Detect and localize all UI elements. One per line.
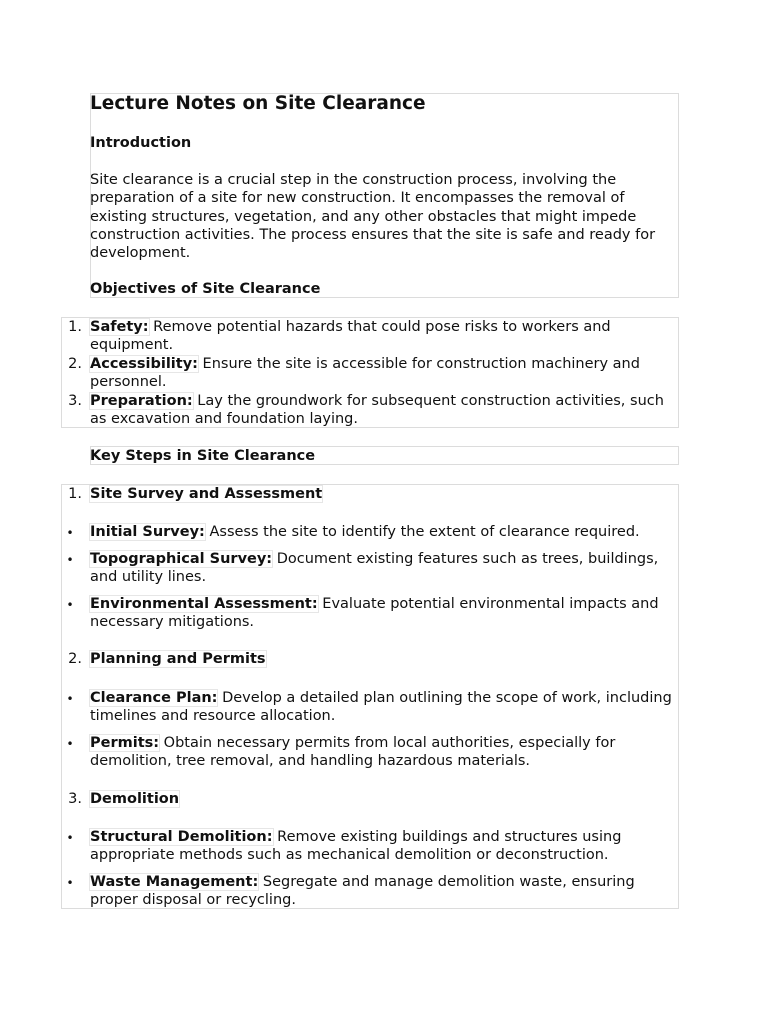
item-label: Preparation: — [90, 393, 193, 409]
item-label: Accessibility: — [90, 356, 198, 372]
item-text: Ensure the site is accessible for construction machinery and personnel. — [90, 356, 640, 391]
bullet-icon: • — [66, 526, 74, 540]
list-item — [90, 873, 676, 910]
item-label: Waste Management: — [90, 874, 259, 890]
bullet-icon: • — [66, 876, 74, 890]
bullet-icon: • — [66, 831, 74, 845]
list-item — [90, 595, 676, 632]
list-item — [90, 523, 676, 541]
list-item — [90, 392, 676, 429]
list-number: 2. — [68, 356, 82, 372]
introduction-heading: Introduction — [90, 135, 192, 151]
step-number: 2. — [68, 651, 82, 667]
item-text: Segregate and manage demolition waste, ensuring proper disposal or recycling. — [90, 874, 635, 909]
item-text: Obtain necessary permits from local authorities, especially for demolition, tree removal, and handling hazardous materials. — [90, 735, 616, 770]
bullet-icon: • — [66, 598, 74, 612]
step-number: 3. — [68, 791, 82, 807]
bullet-icon: • — [66, 553, 74, 567]
step-title: Demolition — [90, 791, 180, 807]
list-item — [90, 355, 676, 392]
item-label: Safety: — [90, 319, 149, 335]
item-text: Evaluate potential environmental impacts and necessary mitigations. — [90, 596, 659, 631]
item-text: Lay the groundwork for subsequent construction activities, such as excavation and foundation laying. — [90, 393, 664, 428]
objectives-heading: Objectives of Site Clearance — [90, 281, 321, 297]
list-item — [90, 550, 676, 587]
item-text: Develop a detailed plan outlining the scope of work, including timelines and resource allocation. — [90, 690, 672, 725]
item-label: Clearance Plan: — [90, 690, 218, 706]
bullet-icon: • — [66, 692, 74, 706]
introduction-paragraph: Site clearance is a crucial step in the construction process, involving the preparation of a site for new construction. It encompasses the removal of existing structures, vegetation, and any other obstacles that might impede construction activities. The process ensures that the site is safe and ready for development. — [90, 172, 656, 262]
key-steps-heading: Key Steps in Site Clearance — [90, 448, 316, 464]
list-number: 3. — [68, 393, 82, 409]
list-item — [90, 828, 676, 865]
item-label: Initial Survey: — [90, 524, 205, 540]
item-label: Structural Demolition: — [90, 829, 273, 845]
step-number: 1. — [68, 486, 82, 502]
item-label: Environmental Assessment: — [90, 596, 318, 612]
item-text: Remove potential hazards that could pose risks to workers and equipment. — [90, 319, 611, 354]
item-label: Topographical Survey: — [90, 551, 273, 567]
step-title: Site Survey and Assessment — [90, 486, 323, 502]
list-item — [90, 734, 676, 771]
list-number: 1. — [68, 319, 82, 335]
item-text: Assess the site to identify the extent of clearance required. — [204, 524, 640, 540]
item-label: Permits: — [90, 735, 160, 751]
item-text: Document existing features such as trees, buildings, and utility lines. — [90, 551, 659, 586]
bullet-icon: • — [66, 737, 74, 751]
list-item — [90, 318, 676, 355]
item-text: Remove existing buildings and structures using appropriate methods such as mechanical demolition or deconstruction. — [90, 829, 622, 864]
list-item — [90, 689, 676, 726]
step-title: Planning and Permits — [90, 651, 266, 667]
page-title: Lecture Notes on Site Clearance — [90, 93, 426, 114]
